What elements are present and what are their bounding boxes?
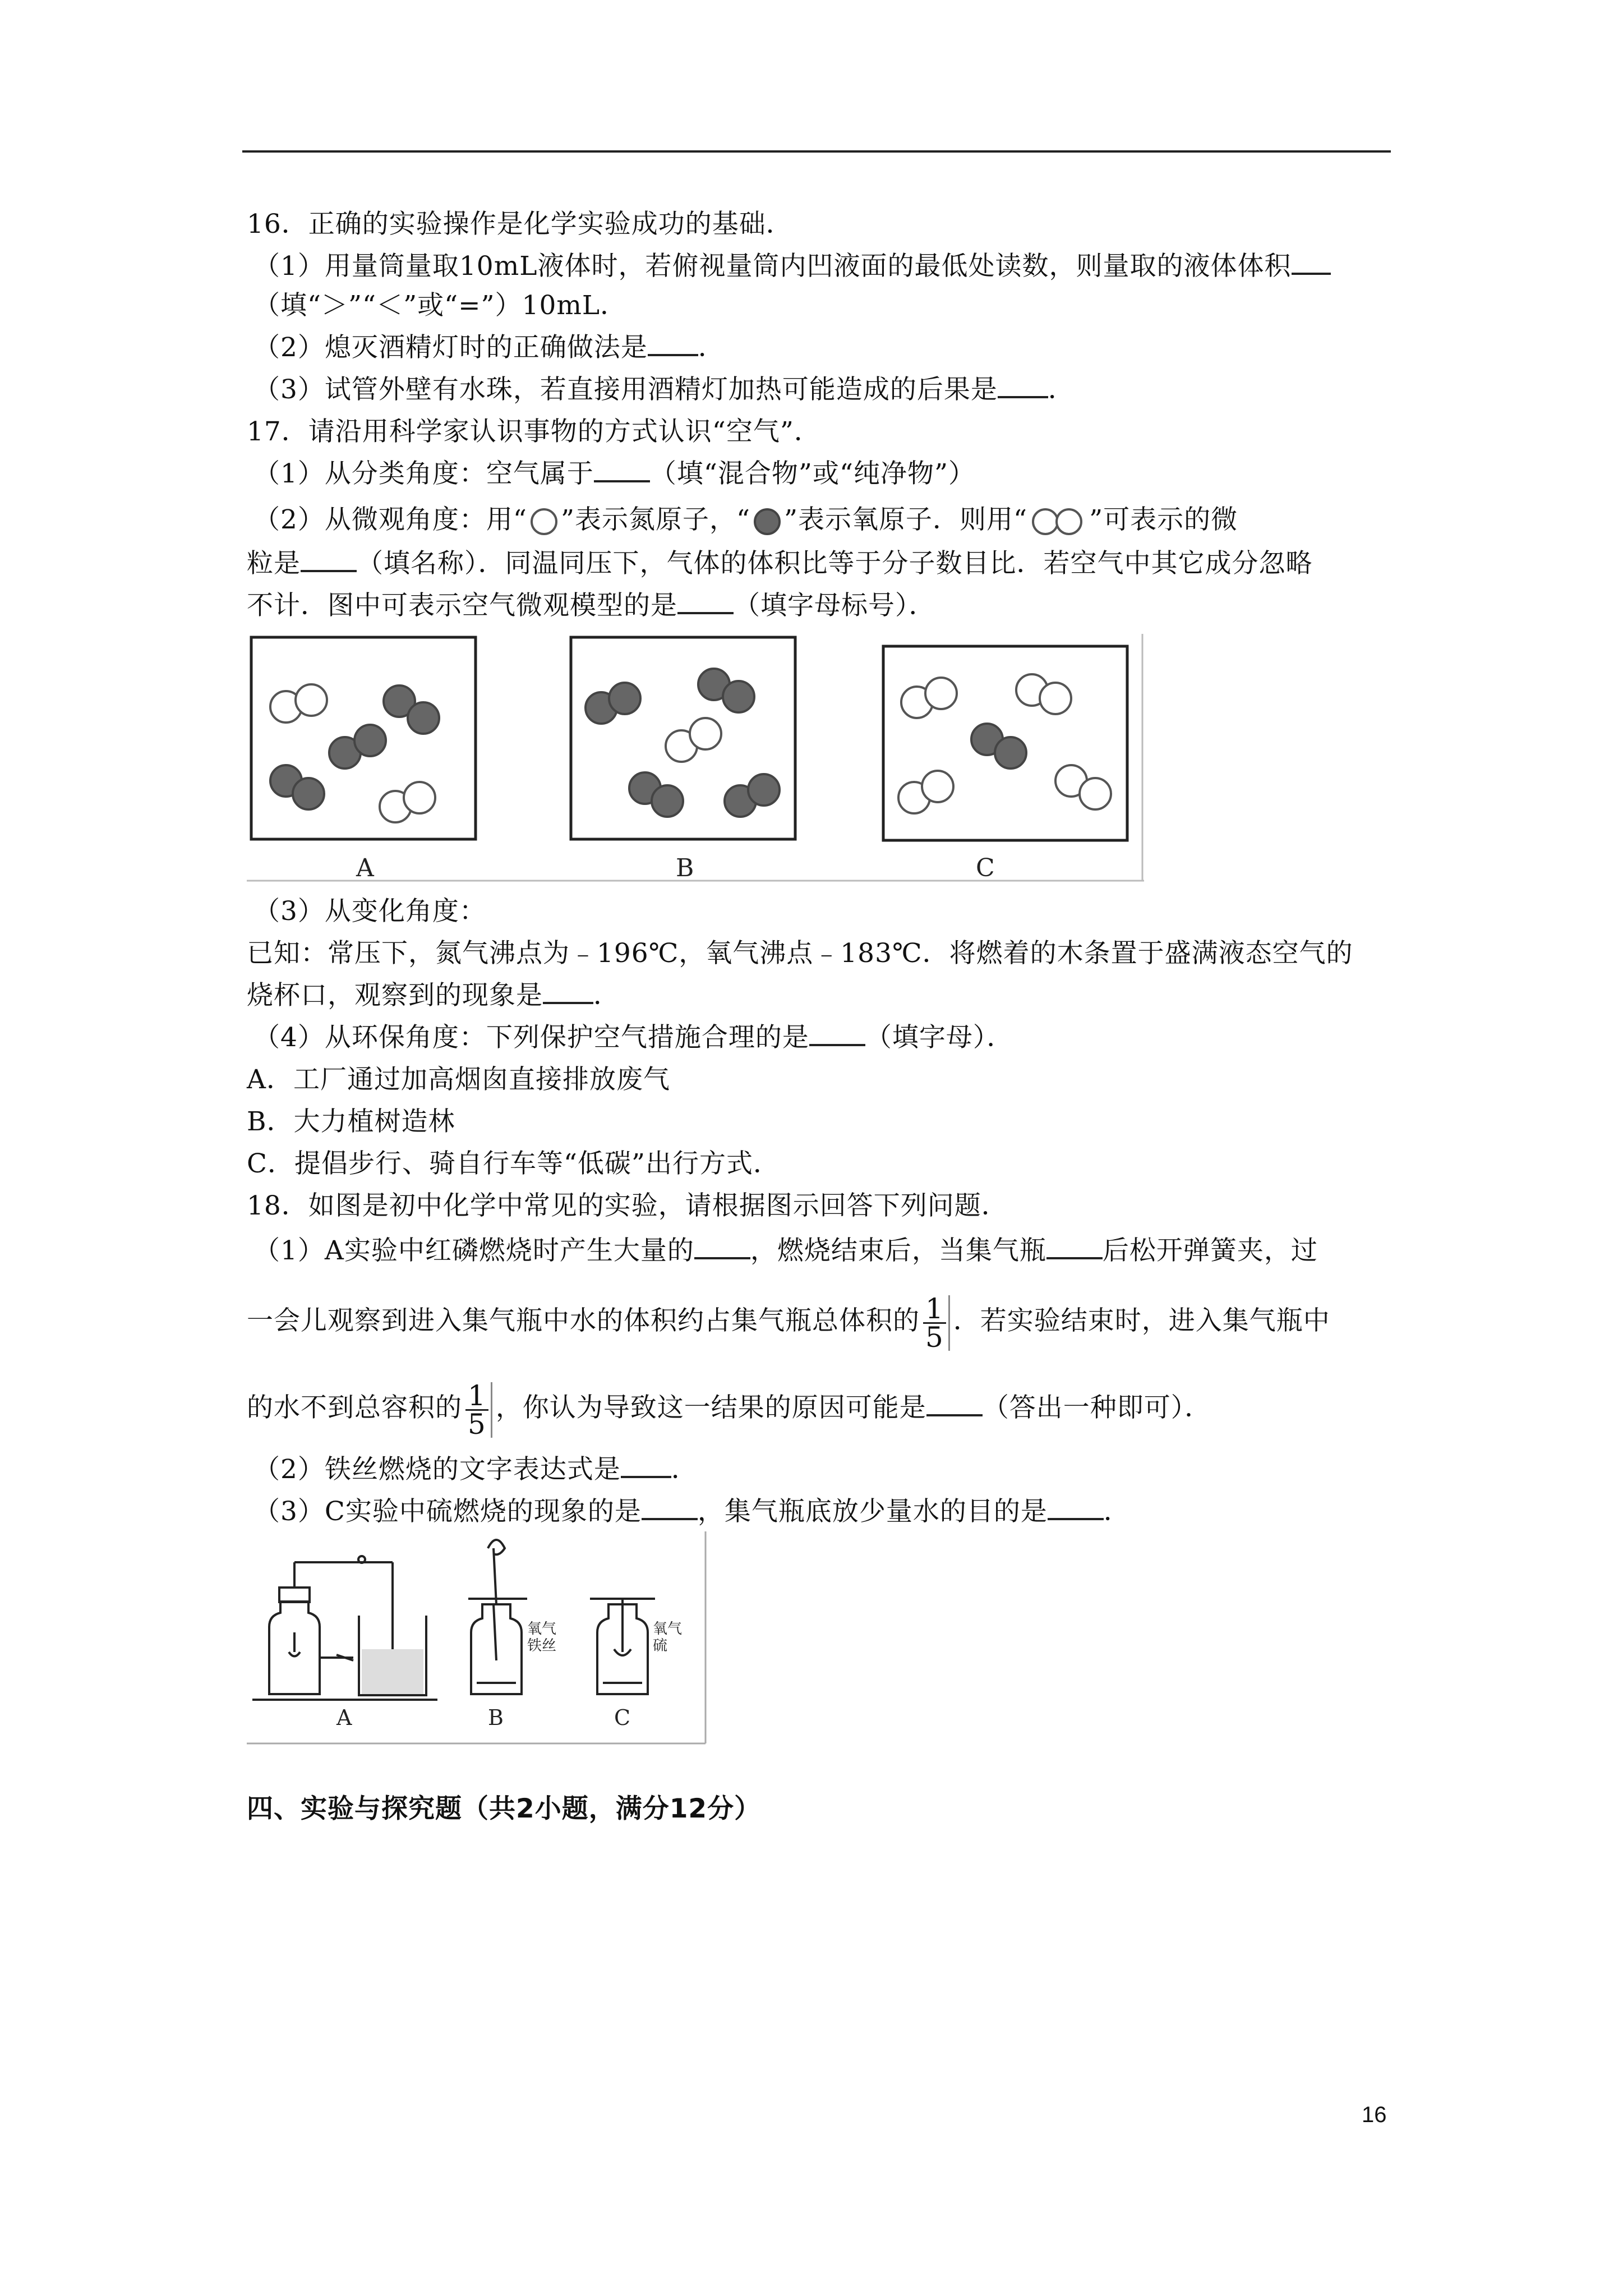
fraction-one-fifth: $\frac{1}{5}$ <box>465 1382 492 1438</box>
answer-blank[interactable] <box>621 1450 671 1478</box>
q17-part3-cont: 烧杯口，观察到的现象是 ． <box>247 976 620 1015</box>
q16-part1: （1）用量筒量取10mL液体时，若俯视量筒内凹液面的最低处读数，则量取的液体体积 <box>253 247 1331 286</box>
q18-part1: （1）A实验中红磷燃烧时产生大量的 ，燃烧结束后，当集气瓶 后松开弹簧夹，过 <box>253 1231 1318 1271</box>
fraction-one-fifth: $\frac{1}{5}$ <box>923 1295 950 1351</box>
apparatus-label-a: A <box>336 1705 352 1730</box>
label-iron-b: 铁丝 <box>527 1637 557 1654</box>
label-sulfur-c: 硫 <box>653 1637 668 1654</box>
answer-blank[interactable] <box>677 586 734 614</box>
answer-blank[interactable] <box>543 976 593 1004</box>
answer-blank[interactable] <box>926 1388 983 1416</box>
answer-blank[interactable] <box>809 1018 865 1046</box>
q16-title: 16．正确的实验操作是化学实验成功的基础． <box>247 209 793 240</box>
answer-blank[interactable] <box>694 1231 750 1259</box>
nitrogen-molecule-icon <box>1027 506 1089 537</box>
q17-title: 17．请沿用科学家认识事物的方式认识“空气”． <box>247 416 821 447</box>
answer-blank[interactable] <box>301 544 357 572</box>
q17-part2-cont: 粒是 （填名称）．同温同压下，气体的体积比等于分子数目比．若空气中其它成分忽略 <box>247 544 1313 583</box>
q17-part2-cont2: 不计．图中可表示空气微观模型的是 （填字母标号）． <box>247 586 936 625</box>
q18-title: 18．如图是初中化学中常见的实验，请根据图示回答下列问题． <box>247 1190 1008 1221</box>
q17-part3-known: 已知：常压下，氮气沸点为﹣196℃，氧气沸点﹣183℃．将燃着的木条置于盛满液态空气的 <box>247 938 1353 969</box>
oxygen-atom-icon <box>750 506 784 537</box>
q17-part3: （3）从变化角度： <box>253 896 486 927</box>
figure-label-b: B <box>676 854 694 882</box>
air-model-figure <box>247 634 1144 884</box>
q16-part2: （2）熄灭酒精灯时的正确做法是 ． <box>253 328 725 367</box>
answer-blank[interactable] <box>1292 247 1331 275</box>
nitrogen-atom-icon <box>527 506 561 537</box>
header-rule <box>242 150 1391 153</box>
q17-part2: （2）从微观角度：用“ ”表示氮原子，“ ”表示氧原子．则用“ ”可表示的微 <box>253 500 1238 540</box>
q18-part2: （2）铁丝燃烧的文字表达式是 ． <box>253 1450 698 1489</box>
q17-part1: （1）从分类角度：空气属于 （填“混合物”或“纯净物”） <box>253 454 975 494</box>
q17-option-b: B．大力植树造林 <box>247 1106 455 1137</box>
answer-blank[interactable] <box>998 370 1048 398</box>
q18-part1-cont: 一会儿观察到进入集气瓶中水的体积约占集气瓶总体积的 $\frac{1}{5}$ ．若实验结束时，进入集气瓶中 <box>247 1292 1330 1354</box>
answer-blank[interactable] <box>594 454 650 482</box>
page-number: 16 <box>1362 2102 1387 2127</box>
answer-blank[interactable] <box>1048 1492 1104 1520</box>
experiment-apparatus-figure <box>247 1531 707 1745</box>
q17-part4: （4）从环保角度：下列保护空气措施合理的是 （填字母）． <box>253 1018 1013 1057</box>
q17-option-a: A．工厂通过加高烟囱直接排放废气 <box>247 1064 670 1095</box>
label-oxygen-b: 氧气 <box>527 1621 557 1637</box>
answer-blank[interactable] <box>1046 1231 1103 1259</box>
answer-blank[interactable] <box>648 328 698 356</box>
q18-part3: （3）C实验中硫燃烧的现象的是 ，集气瓶底放少量水的目的是 ． <box>253 1492 1131 1531</box>
figure-label-a: A <box>356 854 374 882</box>
q16-part1-cont: （填“＞”“＜”或“=”）10mL． <box>253 290 628 321</box>
figure-label-c: C <box>976 854 995 882</box>
apparatus-label-c: C <box>614 1705 631 1730</box>
q16-part3: （3）试管外壁有水珠，若直接用酒精灯加热可能造成的后果是 ． <box>253 370 1075 409</box>
q18-part1-cont2: 的水不到总容积的 $\frac{1}{5}$ ，你认为导致这一结果的原因可能是 （答出一种即可）． <box>247 1379 1212 1441</box>
apparatus-label-b: B <box>488 1705 504 1730</box>
answer-blank[interactable] <box>642 1492 698 1520</box>
q17-option-c: C．提倡步行、骑自行车等“低碳”出行方式． <box>247 1148 781 1179</box>
section-heading: 四、实验与探究题（共2小题，满分12分） <box>247 1793 762 1824</box>
label-oxygen-c: 氧气 <box>653 1621 683 1637</box>
